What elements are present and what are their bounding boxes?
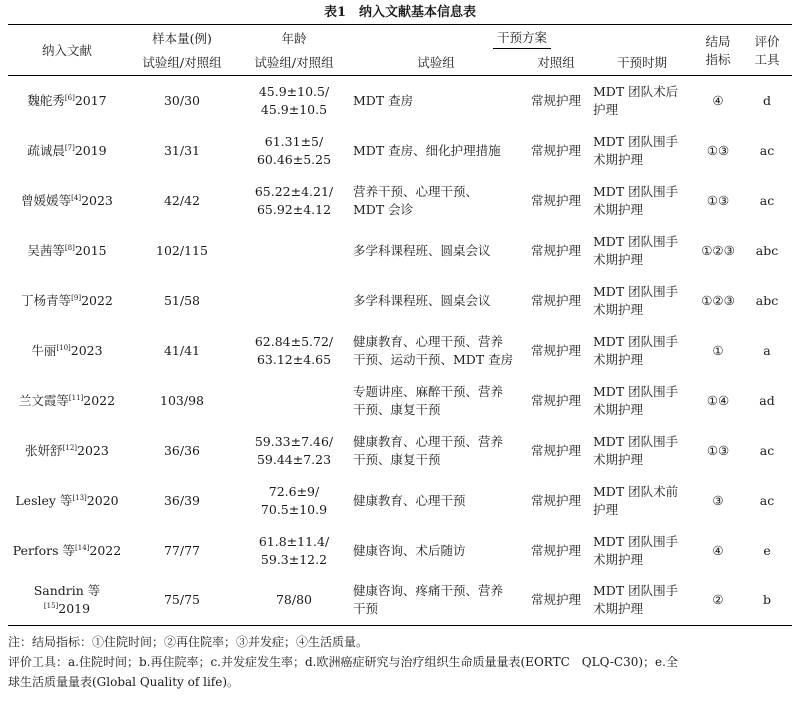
period-line2: 术期护理: [593, 251, 644, 267]
trial-line2: MDT 会诊: [353, 201, 414, 217]
cell-study: [8, 76, 126, 126]
cell-study: [8, 176, 126, 226]
study-year: 2017: [74, 92, 107, 108]
cell-trial: [350, 276, 522, 326]
note-outcomes: 注：结局指标：①住院时间；②再住院率；③并发症；④生活质量。: [8, 635, 369, 649]
study-ref: [10]: [56, 343, 71, 352]
header-intervention: [350, 25, 694, 52]
cell-outcome: ①②③: [701, 292, 735, 308]
trial-line1: 健康咨询、疼痛干预、营养: [353, 583, 504, 599]
cell-age: [238, 76, 350, 126]
cell-study: [8, 126, 126, 176]
table-row: [8, 226, 792, 276]
period-line1: MDT 团队围手: [593, 433, 679, 449]
cell-trial: [350, 476, 522, 526]
study-ref: [14]: [75, 543, 90, 552]
cell-outcome: ①④: [706, 392, 730, 408]
period-line1: MDT 团队围手: [593, 533, 679, 549]
table-row: [8, 526, 792, 576]
age-control: 59.44±7.23: [256, 451, 332, 467]
trial-line1: MDT 查房、细化护理措施: [353, 142, 501, 158]
cell-age: [238, 126, 350, 176]
trial-line1: 健康咨询、术后随访: [353, 542, 466, 558]
study-author: 丁杨青等: [21, 292, 72, 308]
period-line2: 护理: [593, 501, 619, 517]
age-trial: 45.9±10.5/: [258, 83, 330, 99]
study-ref: [15]: [43, 602, 59, 611]
period-line2: 术期护理: [593, 401, 644, 417]
study-ref: [9]: [71, 293, 82, 302]
cell-period: [590, 276, 694, 326]
cell-study: [8, 426, 126, 476]
period-line2: 术期护理: [593, 451, 644, 467]
table-title: 表1 纳入文献基本信息表: [323, 5, 477, 20]
cell-study: [8, 476, 126, 526]
cell-tool: a: [763, 342, 771, 358]
header-tool: [742, 25, 792, 76]
cell-period: [590, 426, 694, 476]
period-line1: MDT 团队围手: [593, 133, 679, 149]
cell-tool: ad: [759, 392, 775, 408]
age-control: 65.92±4.12: [256, 201, 332, 217]
header-tool-line1: 评价: [754, 34, 780, 49]
study-table: [8, 24, 792, 626]
cell-control: 常规护理: [530, 492, 581, 508]
cell-outcome: ④: [712, 542, 724, 558]
cell-outcome: ④: [694, 76, 742, 126]
trial-line1: 多学科课程班、圆桌会议: [353, 242, 491, 258]
cell-study: [8, 526, 126, 576]
cell-period: [590, 576, 694, 626]
cell-sample: 77/77: [163, 542, 201, 558]
period-line1: MDT 团队围手: [593, 283, 679, 299]
cell-trial: [350, 76, 522, 126]
study-author: Perfors 等: [12, 542, 76, 558]
cell-outcome: ①③: [706, 442, 730, 458]
study-author: 魏舵秀: [27, 92, 65, 108]
age-control: 60.46±5.25: [256, 151, 332, 167]
period-line1: MDT 团队围手: [593, 583, 679, 599]
cell-age: [238, 526, 350, 576]
study-ref: [7]: [64, 143, 75, 152]
age-trial: 62.84±5.72/: [254, 333, 334, 349]
header-sample-size: 样本量(例): [126, 25, 238, 52]
cell-period: [590, 76, 694, 126]
header-age: 年龄: [238, 25, 350, 52]
cell-sample: 51/58: [163, 292, 201, 308]
cell-period: [590, 326, 694, 376]
cell-tool: b: [742, 576, 792, 626]
table-row: [8, 376, 792, 426]
cell-trial: [350, 526, 522, 576]
period-line2: 护理: [593, 101, 619, 117]
cell-sample: 36/36: [163, 442, 201, 458]
cell-tool: abc: [755, 242, 779, 258]
trial-line2: 干预、康复干预: [353, 401, 441, 417]
cell-sample: 42/42: [163, 192, 201, 208]
study-author: 吴茜等: [27, 242, 65, 258]
header-outcome: [694, 25, 742, 76]
period-line1: MDT 团队围手: [593, 333, 679, 349]
period-line2: 术期护理: [593, 301, 644, 317]
cell-trial: [350, 426, 522, 476]
cell-control: 常规护理: [530, 242, 581, 258]
study-ref: [12]: [62, 443, 78, 452]
period-line1: MDT 团队术前: [593, 483, 679, 499]
header-trial-group: 试验组: [417, 55, 455, 70]
table-row: [8, 326, 792, 376]
cell-tool: e: [763, 542, 771, 558]
study-ref: [8]: [64, 243, 75, 252]
cell-study: [8, 576, 126, 626]
cell-trial: [350, 226, 522, 276]
table-body: [8, 76, 792, 626]
period-line1: MDT 团队围手: [593, 383, 679, 399]
cell-control: 常规护理: [522, 76, 590, 126]
cell-tool: ac: [759, 492, 775, 508]
cell-outcome: ③: [712, 492, 724, 508]
cell-age: [238, 476, 350, 526]
header-period: 干预时期: [617, 55, 668, 70]
cell-sample: 41/41: [163, 342, 201, 358]
cell-trial: [350, 176, 522, 226]
study-ref: [11]: [68, 393, 84, 402]
header-outcome-line1: 结局: [705, 34, 731, 49]
study-year: 2022: [83, 392, 116, 408]
cell-sample: 30/30: [126, 76, 238, 126]
cell-period: [590, 176, 694, 226]
cell-sample: 31/31: [163, 142, 201, 158]
study-year: 2015: [74, 242, 107, 258]
cell-study: [8, 226, 126, 276]
study-year: 2020: [86, 492, 119, 508]
study-author: Sandrin 等: [33, 583, 101, 599]
cell-outcome: ①: [712, 342, 724, 358]
study-author: 疏诚晨: [27, 142, 65, 158]
trial-line2: 干预: [353, 601, 379, 617]
study-author: 曾媛媛等: [21, 192, 72, 208]
cell-outcome: ①③: [706, 142, 730, 158]
cell-period: [590, 376, 694, 426]
cell-sample: 102/115: [156, 242, 208, 258]
cell-control: 常规护理: [530, 442, 581, 458]
table-row: [8, 126, 792, 176]
table-row: [8, 426, 792, 476]
study-author: 张妍舒: [25, 442, 63, 458]
study-author: 兰文霞等: [18, 392, 69, 408]
note-tools-cont: 球生活质量量表(Global Quality of life)。: [8, 675, 240, 689]
study-year: 2023: [81, 192, 113, 208]
cell-control: 常规护理: [530, 142, 581, 158]
period-line2: 术期护理: [593, 201, 644, 217]
trial-line2: 干预、康复干预: [353, 451, 441, 467]
cell-age: [238, 576, 350, 626]
age-control: 70.5±10.9: [260, 501, 328, 517]
age-trial: 78/80: [275, 592, 313, 608]
cell-age: [238, 376, 350, 426]
study-year: 2022: [89, 542, 122, 558]
trial-line1: MDT 查房: [353, 92, 414, 108]
study-year: 2019: [74, 142, 107, 158]
trial-line2: 干预、运动干预、MDT 查房: [353, 351, 514, 367]
cell-age: [238, 276, 350, 326]
study-year: 2019: [58, 601, 91, 617]
period-line2: 术期护理: [593, 601, 644, 617]
trial-line1: 专题讲座、麻醉干预、营养: [353, 383, 504, 399]
cell-tool: d: [742, 76, 792, 126]
header-control-group: 对照组: [537, 55, 575, 70]
period-line2: 术期护理: [593, 351, 644, 367]
cell-age: [238, 426, 350, 476]
table-notes: [8, 632, 792, 692]
age-control: 59.3±12.2: [260, 551, 328, 567]
study-ref: [6]: [64, 93, 75, 102]
cell-tool: abc: [755, 292, 779, 308]
cell-control: 常规护理: [530, 192, 581, 208]
study-ref: [4]: [71, 193, 82, 202]
study-year: 2023: [70, 342, 103, 358]
cell-sample: 75/75: [126, 576, 238, 626]
header-intervention-label: 干预方案: [493, 29, 551, 49]
table-row: [8, 176, 792, 226]
period-line2: 术期护理: [593, 151, 644, 167]
age-trial: 72.6±9/: [268, 483, 320, 499]
header-study: 纳入文献: [8, 25, 126, 76]
study-year: 2022: [81, 292, 113, 308]
age-trial: 65.22±4.21/: [254, 183, 334, 199]
cell-control: 常规护理: [530, 292, 581, 308]
age-control: 45.9±10.5: [260, 101, 328, 117]
cell-age: [238, 176, 350, 226]
header-tool-line2: 工具: [754, 52, 780, 67]
cell-trial: [350, 326, 522, 376]
age-control: 63.12±4.65: [256, 351, 332, 367]
cell-trial: [350, 376, 522, 426]
cell-tool: ac: [759, 142, 775, 158]
cell-study: [8, 326, 126, 376]
trial-line1: 健康教育、心理干预: [353, 492, 466, 508]
study-year: 2023: [77, 442, 109, 458]
cell-outcome: ①③: [706, 192, 730, 208]
cell-study: [8, 276, 126, 326]
age-trial: 61.31±5/: [264, 133, 324, 149]
study-author: 牛丽: [31, 342, 57, 358]
trial-line1: 健康教育、心理干预、营养: [353, 433, 504, 449]
cell-control: 常规护理: [522, 576, 590, 626]
cell-sample: 103/98: [160, 392, 204, 408]
header-outcome-line2: 指标: [705, 52, 731, 67]
table-row: [8, 476, 792, 526]
table-row: [8, 276, 792, 326]
cell-age: [238, 226, 350, 276]
cell-age: [238, 326, 350, 376]
cell-outcome: ①②③: [701, 242, 735, 258]
cell-control: 常规护理: [530, 392, 581, 408]
period-line1: MDT 团队术后: [593, 83, 679, 99]
table-row: [8, 576, 792, 626]
cell-period: [590, 126, 694, 176]
cell-trial: [350, 126, 522, 176]
study-author: Lesley 等: [15, 492, 73, 508]
cell-outcome: ②: [694, 576, 742, 626]
cell-period: [590, 526, 694, 576]
cell-period: [590, 226, 694, 276]
cell-sample: 36/39: [163, 492, 201, 508]
cell-period: [590, 476, 694, 526]
cell-tool: ac: [759, 192, 775, 208]
header-age-sub: 试验组/对照组: [254, 55, 334, 70]
study-ref: [13]: [72, 493, 87, 502]
trial-line1: 营养干预、心理干预、: [353, 183, 479, 199]
age-trial: 61.8±11.4/: [258, 533, 330, 549]
header-sample-sub: 试验组/对照组: [142, 55, 222, 70]
note-tools: 评价工具：a.住院时间；b.再住院率；c.并发症发生率；d.欧洲癌症研究与治疗组织生命质量量表(EORTC QLQ-C30)；e.全: [8, 655, 678, 669]
cell-study: [8, 376, 126, 426]
table-row: [8, 76, 792, 126]
age-trial: 59.33±7.46/: [254, 433, 334, 449]
cell-trial: [350, 576, 522, 626]
trial-line1: 健康教育、心理干预、营养: [353, 333, 504, 349]
cell-control: 常规护理: [530, 342, 581, 358]
cell-tool: ac: [759, 442, 775, 458]
period-line1: MDT 团队围手: [593, 233, 679, 249]
trial-line1: 多学科课程班、圆桌会议: [353, 292, 491, 308]
cell-control: 常规护理: [530, 542, 581, 558]
period-line1: MDT 团队围手: [593, 183, 679, 199]
period-line2: 术期护理: [593, 551, 644, 567]
